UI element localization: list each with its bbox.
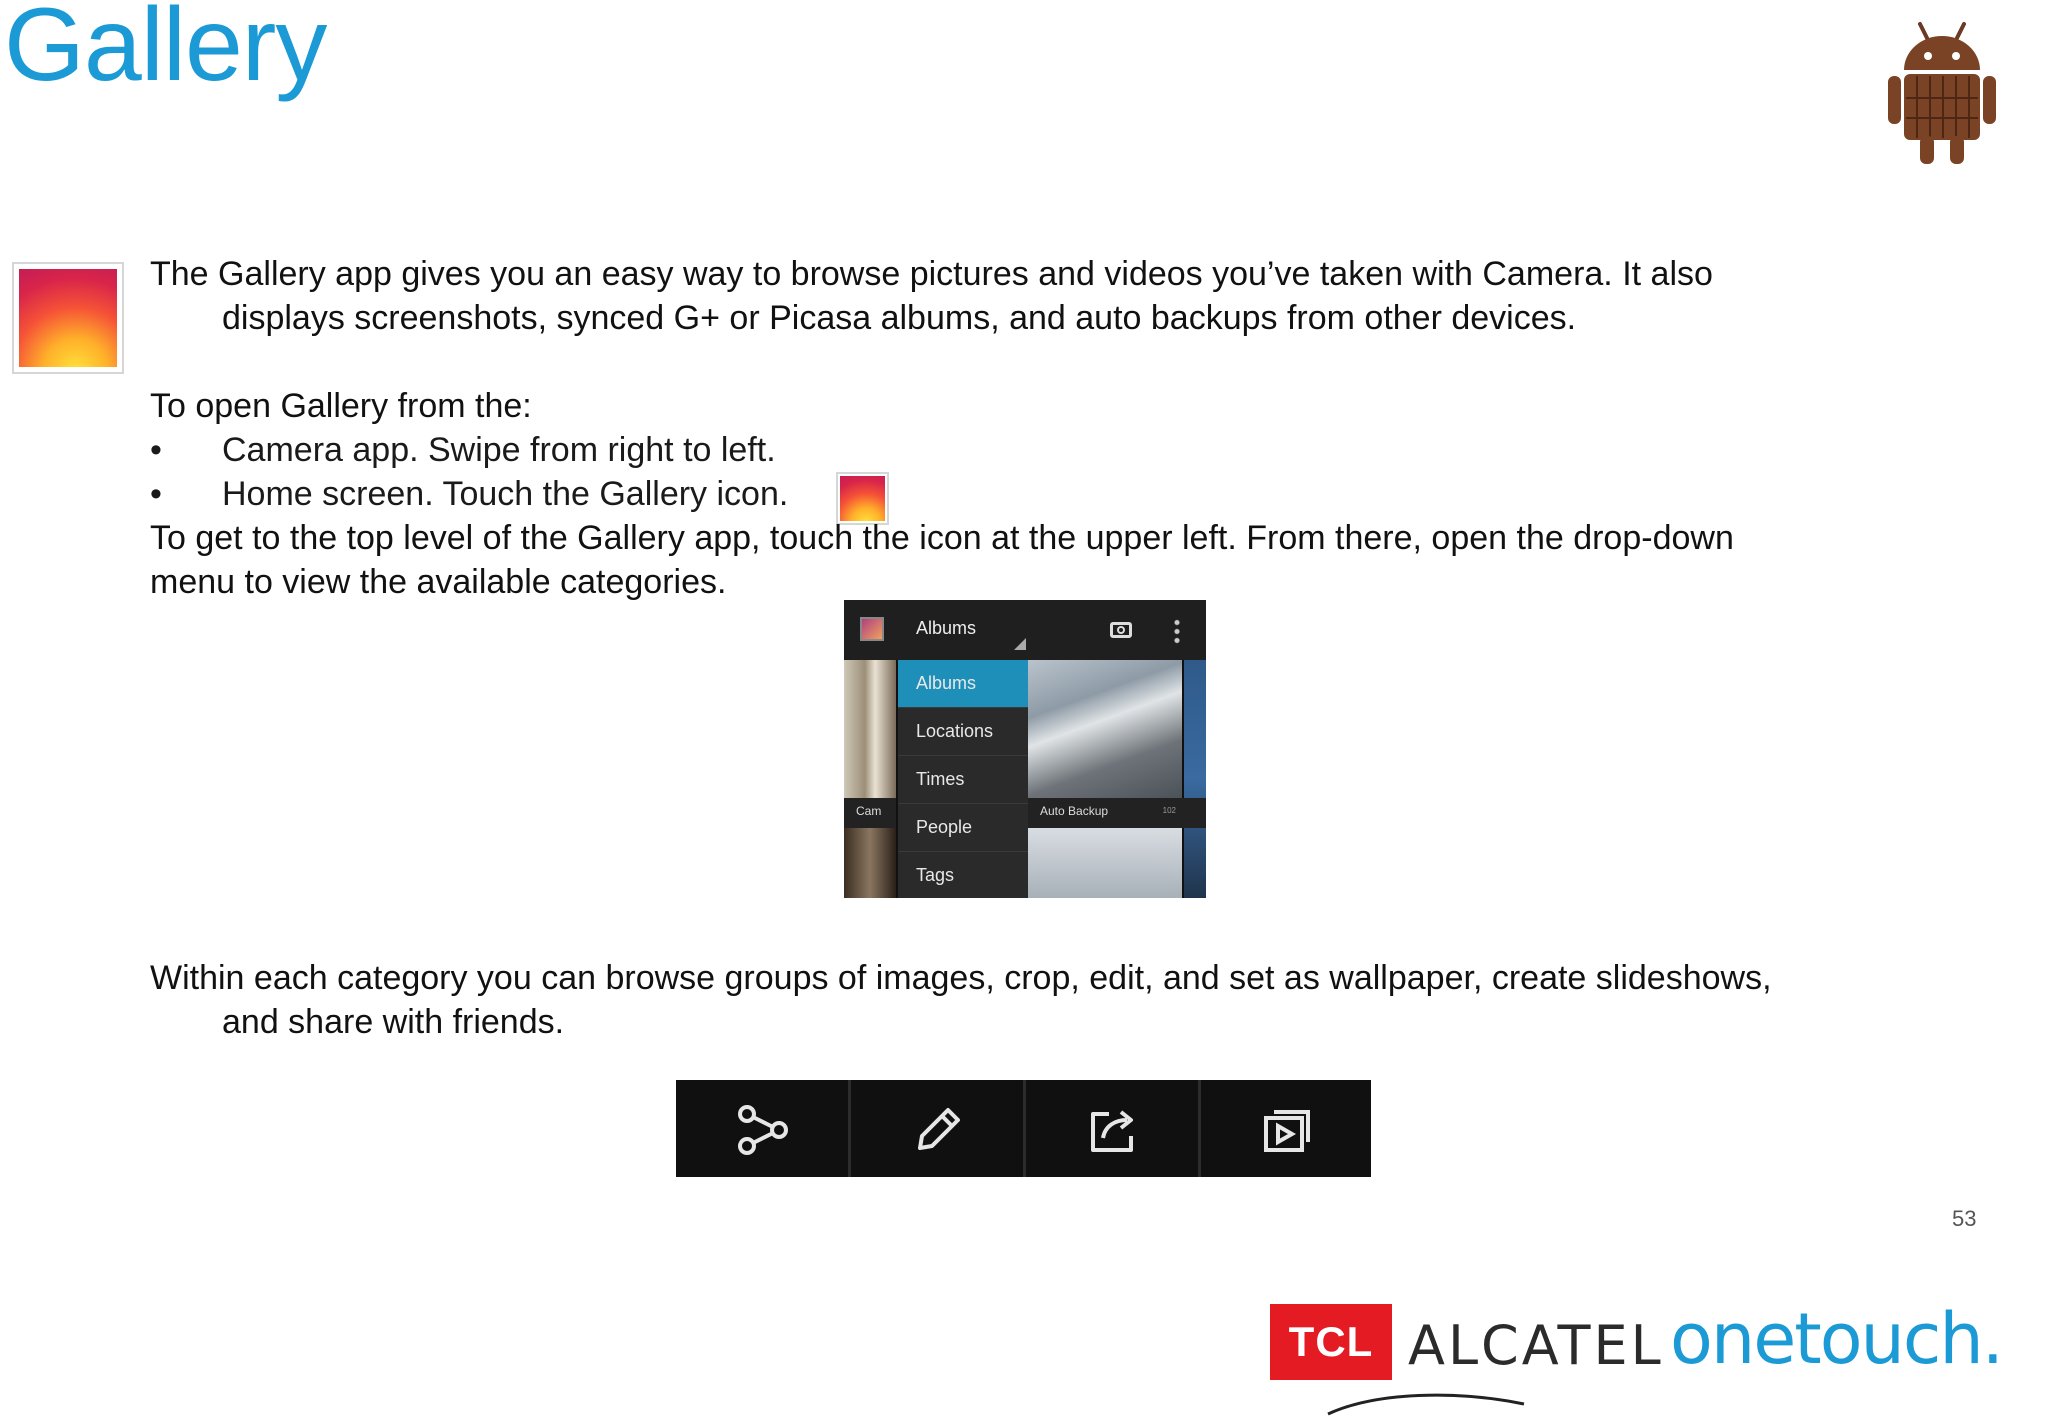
menu-item-tags: [898, 852, 1028, 898]
intro-line-2: displays screenshots, synced G+ or Picasa albums, and auto backups from other devices.: [222, 299, 1577, 337]
logo-swoosh: [1326, 1386, 1526, 1416]
within-line-1: Within each category you can browse groups of images, crop, edit, and set as wallpaper, create slideshows,: [150, 959, 1772, 997]
album-thumbnail: [1184, 660, 1206, 898]
menu-item-label: People: [916, 817, 973, 837]
gallery-app-icon: [860, 617, 884, 641]
top-level-paragraph: [150, 516, 1908, 604]
slideshow-icon: [1262, 1104, 1314, 1156]
bullet-text: Camera app. Swipe from right to left.: [222, 431, 776, 469]
album-label-strip: [1028, 798, 1206, 828]
alcatel-wordmark: ALCATEL: [1408, 1314, 1664, 1377]
menu-item-label: Tags: [916, 865, 955, 885]
intro-line-1: The Gallery app gives you an easy way to browse pictures and videos you’ve taken with Camera. It also: [150, 255, 1713, 293]
tcl-logo: [1270, 1304, 1392, 1380]
open-heading: To open Gallery from the:: [150, 387, 532, 425]
album-label: Auto Backup: [1040, 804, 1109, 818]
tcl-logo-text: TCL: [1288, 1318, 1374, 1365]
export-button: [1026, 1080, 1198, 1177]
album-label: Cam: [856, 804, 882, 818]
dropdown-indicator-icon: [1014, 638, 1026, 650]
menu-item-label: Albums: [916, 673, 977, 693]
page-title: Gallery: [4, 0, 327, 103]
album-thumbnail: [1028, 660, 1182, 798]
album-thumbnail: [844, 660, 896, 798]
intro-paragraph: [150, 252, 1908, 340]
bullet-marker: •: [150, 431, 162, 469]
menu-item-label: Locations: [916, 721, 994, 741]
within-line-2: and share with friends.: [222, 1003, 565, 1041]
edit-button: [851, 1080, 1023, 1177]
menu-item-people: [898, 804, 1028, 852]
bullet-text: Home screen. Touch the Gallery icon.: [222, 475, 789, 513]
top-level-line-1: To get to the top level of the Gallery app, touch the icon at the upper left. From there, open the drop-down: [150, 519, 1734, 557]
overflow-menu-icon: [1174, 618, 1180, 644]
album-label-strip: [844, 798, 896, 828]
menu-item-albums: [898, 660, 1028, 708]
album-thumbnail: [1028, 828, 1182, 898]
top-level-line-2: menu to view the available categories.: [150, 563, 727, 601]
album-thumbnail: [844, 828, 896, 898]
image-action-bar: [676, 1080, 1371, 1177]
edit-icon: [912, 1104, 964, 1156]
screenshot-action-bar: [844, 600, 1206, 660]
page-number: 53: [1952, 1206, 1977, 1231]
camera-icon: [1110, 622, 1132, 638]
category-dropdown-menu: [898, 660, 1028, 898]
gallery-app-icon: [12, 262, 124, 374]
share-button: [676, 1080, 848, 1177]
menu-item-times: [898, 756, 1028, 804]
alcatel-onetouch-logo: [1270, 1300, 2000, 1418]
onetouch-wordmark: onetouch.: [1670, 1298, 2002, 1380]
album-count: 102: [1162, 806, 1176, 815]
within-paragraph: [150, 956, 1908, 1044]
gallery-screenshot: [844, 600, 1206, 898]
slideshow-button: [1201, 1080, 1373, 1177]
share-icon: [737, 1104, 789, 1156]
bar-title: Albums: [916, 618, 977, 638]
menu-item-locations: [898, 708, 1028, 756]
export-icon: [1087, 1104, 1139, 1156]
android-kitkat-icon: [1882, 18, 2002, 170]
menu-item-label: Times: [916, 769, 965, 789]
bullet-marker: •: [150, 475, 162, 513]
